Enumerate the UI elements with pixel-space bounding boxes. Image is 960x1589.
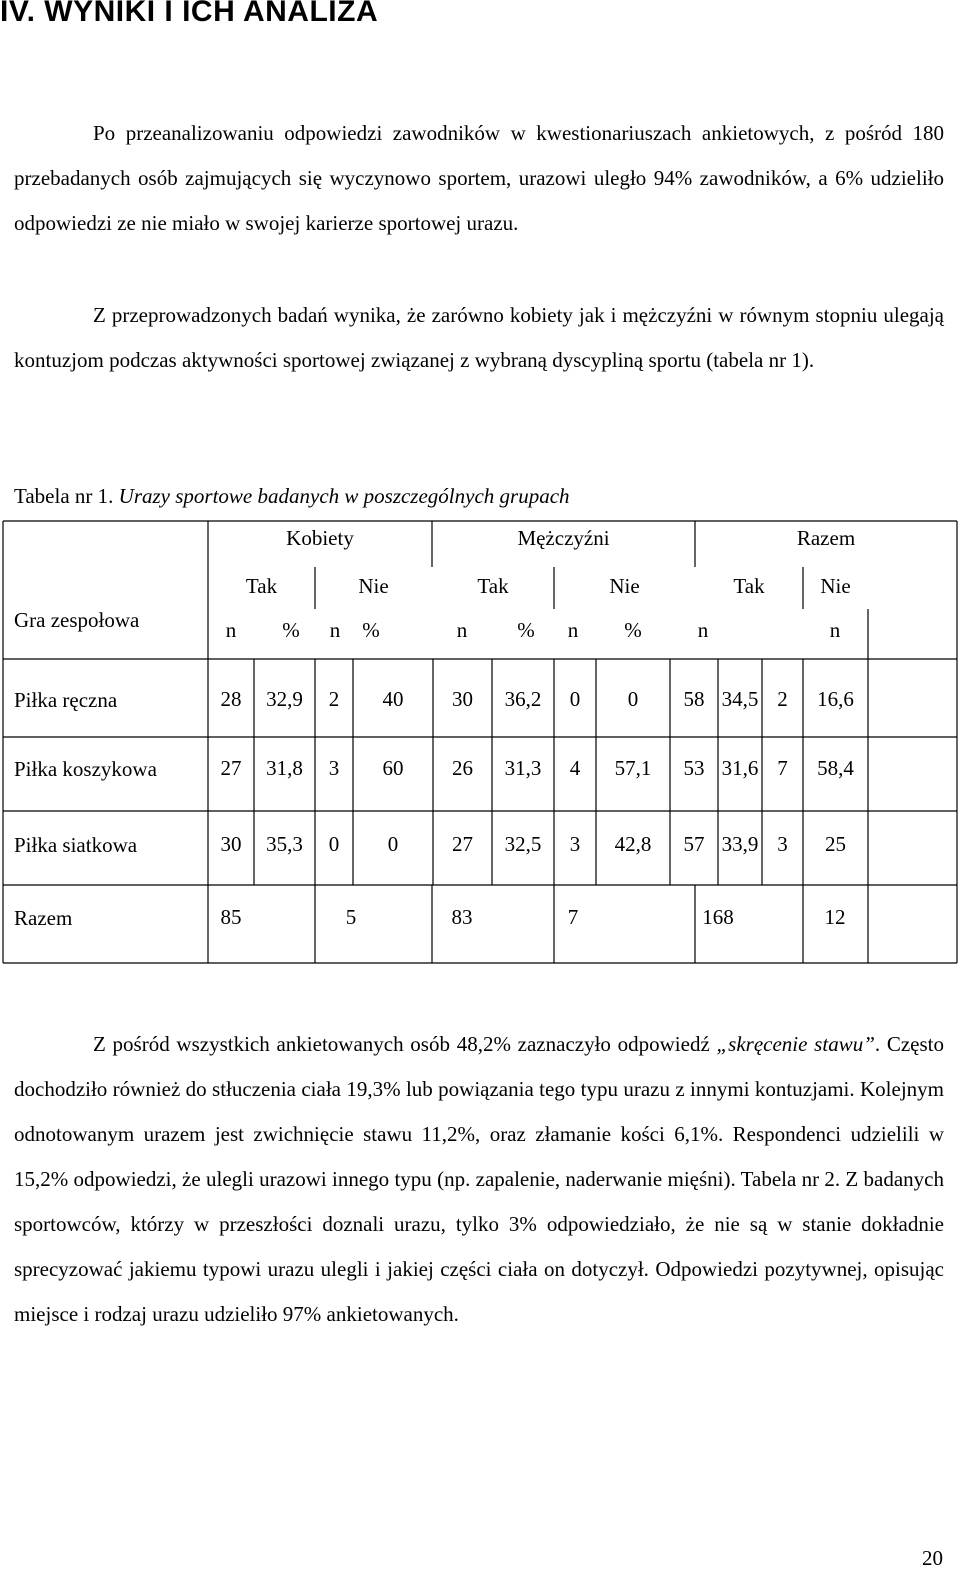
table-unit-header: % [362,618,380,642]
table-unit-header: n [456,618,468,642]
table-group-header: Mężczyźni [517,526,610,550]
table-total-cell: 168 [702,905,734,929]
table-unit-header: % [517,618,535,642]
table-unit-header: n [329,618,341,642]
table-subgroup-header: Nie [820,574,851,598]
table-cell: 36,2 [504,687,542,711]
table-row-label: Piłka koszykowa [14,757,157,781]
section-heading: IV. WYNIKI I ICH ANALIZA [0,0,379,28]
table-cell: 27 [220,756,242,780]
table-cell: 42,8 [614,832,652,856]
table-cell: 32,9 [266,687,303,711]
table-cell: 28 [220,687,242,711]
table-total-cell: 7 [567,905,579,929]
table-cell: 3 [569,832,581,856]
table-group-header: Kobiety [286,526,354,550]
table-cell: 3 [777,832,788,856]
table-cell: 0 [328,832,340,856]
table-cell: 31,8 [266,756,303,780]
table-unit-header: % [282,618,300,642]
paragraph-findings [14,293,944,383]
table-cell: 31,3 [504,756,542,780]
paragraph-injury-types-lead: Z pośród wszystkich ankietowanych osób 48,2% zaznaczyło odpowiedź [93,1032,717,1056]
table-subgroup-header: Tak [477,574,509,598]
paragraph-injury-types [14,1022,944,1337]
table-total-cell: 12 [824,905,846,929]
table-cell: 58,4 [817,756,854,780]
table-total-cell: 85 [220,905,242,929]
table-cell: 7 [777,756,788,780]
table-cell: 4 [569,756,581,780]
table-total-cell: 5 [345,905,357,929]
paragraph-injury-types-quote: „skręcenie stawu” [716,1032,875,1056]
table-cell: 2 [777,687,788,711]
table-cell: 58 [683,687,705,711]
table-cell: 57,1 [614,756,652,780]
table-unit-header: % [624,618,642,642]
table-row-label: Piłka siatkowa [14,833,138,857]
paragraph-findings-text: Z przeprowadzonych badań wynika, że zarówno kobiety jak i mężczyźni w równym stopniu ulegają kontuzjom podczas aktywności sportowej związanej z wybraną dyscypliną sportu (tabela nr 1). [14,303,944,372]
table-cell: 0 [387,832,399,856]
table-cell: 3 [328,756,340,780]
table-caption-label: Tabela nr 1. [14,484,114,508]
table-cell: 30 [220,832,242,856]
table-cell: 16,6 [817,687,854,711]
table-total-label: Razem [14,906,73,930]
table-caption-title: Urazy sportowe badanych w poszczególnych grupach [118,484,570,508]
page-number: 20 [922,1546,943,1570]
table-unit-header: n [225,618,237,642]
table-subgroup-header: Tak [733,574,765,598]
table-cell: 27 [452,832,473,856]
table-cell: 33,9 [721,832,759,856]
table-group-header: Razem [796,526,856,550]
table-row-header: Gra zespołowa [14,608,140,632]
table-total-cell: 83 [451,905,473,929]
table-subgroup-header: Nie [358,574,389,598]
table-cell: 60 [382,756,404,780]
table-cell: 34,5 [721,687,759,711]
table-cell: 40 [382,687,404,711]
table-subgroup-header: Nie [609,574,640,598]
table-cell: 0 [627,687,639,711]
table-cell: 30 [452,687,473,711]
table-cell: 25 [825,832,846,856]
table-cell: 31,6 [721,756,759,780]
paragraph-intro-text: Po przeanalizowaniu odpowiedzi zawodników w kwestionariuszach ankietowych, z pośród 180 przebadanych osób zajmujących się wyczynowo sportem, urazowi uległo 94% zawodników, a 6% udzieliło odpowiedzi ze nie miało w swojej karierze sportowej urazu. [14,121,944,235]
table-cell: 26 [452,756,473,780]
table-unit-header: n [829,618,841,642]
table-row-label: Piłka ręczna [14,688,118,712]
table-unit-header: n [697,618,709,642]
table-cell: 53 [683,756,705,780]
paragraph-intro [14,111,944,246]
table-cell: 2 [328,687,340,711]
paragraph-injury-types-rest: . Często dochodziło również do stłuczenia ciała 19,3% lub powiązania tego typu urazu z innymi kontuzjami. Kolejnym odnotowanym urazem jest zwichnięcie stawu 11,2%, oraz złamanie kości 6,1%. Respondenci udzielili w 15,2% odpowiedzi, że ulegli urazowi innego typu (np. zapalenie, naderwanie mięśni). Tabela nr 2. Z badanych sportowców, którzy w przeszłości doznali urazu, tylko 3% odpowiedziało, że nie są w stanie dokładnie sprecyzować jakiemu typowi urazu ulegli i jakiej części ciała on dotyczył. Odpowiedzi pozytywnej, opisując miejsce i rodzaj urazu udzieliło 97% ankietowanych. [14,1032,944,1326]
table-cell: 0 [569,687,581,711]
table-unit-header: n [567,618,579,642]
table-cell: 35,3 [266,832,303,856]
table-cell: 32,5 [504,832,542,856]
table-caption [14,480,570,512]
table-cell: 57 [683,832,705,856]
table-subgroup-header: Tak [245,574,278,598]
